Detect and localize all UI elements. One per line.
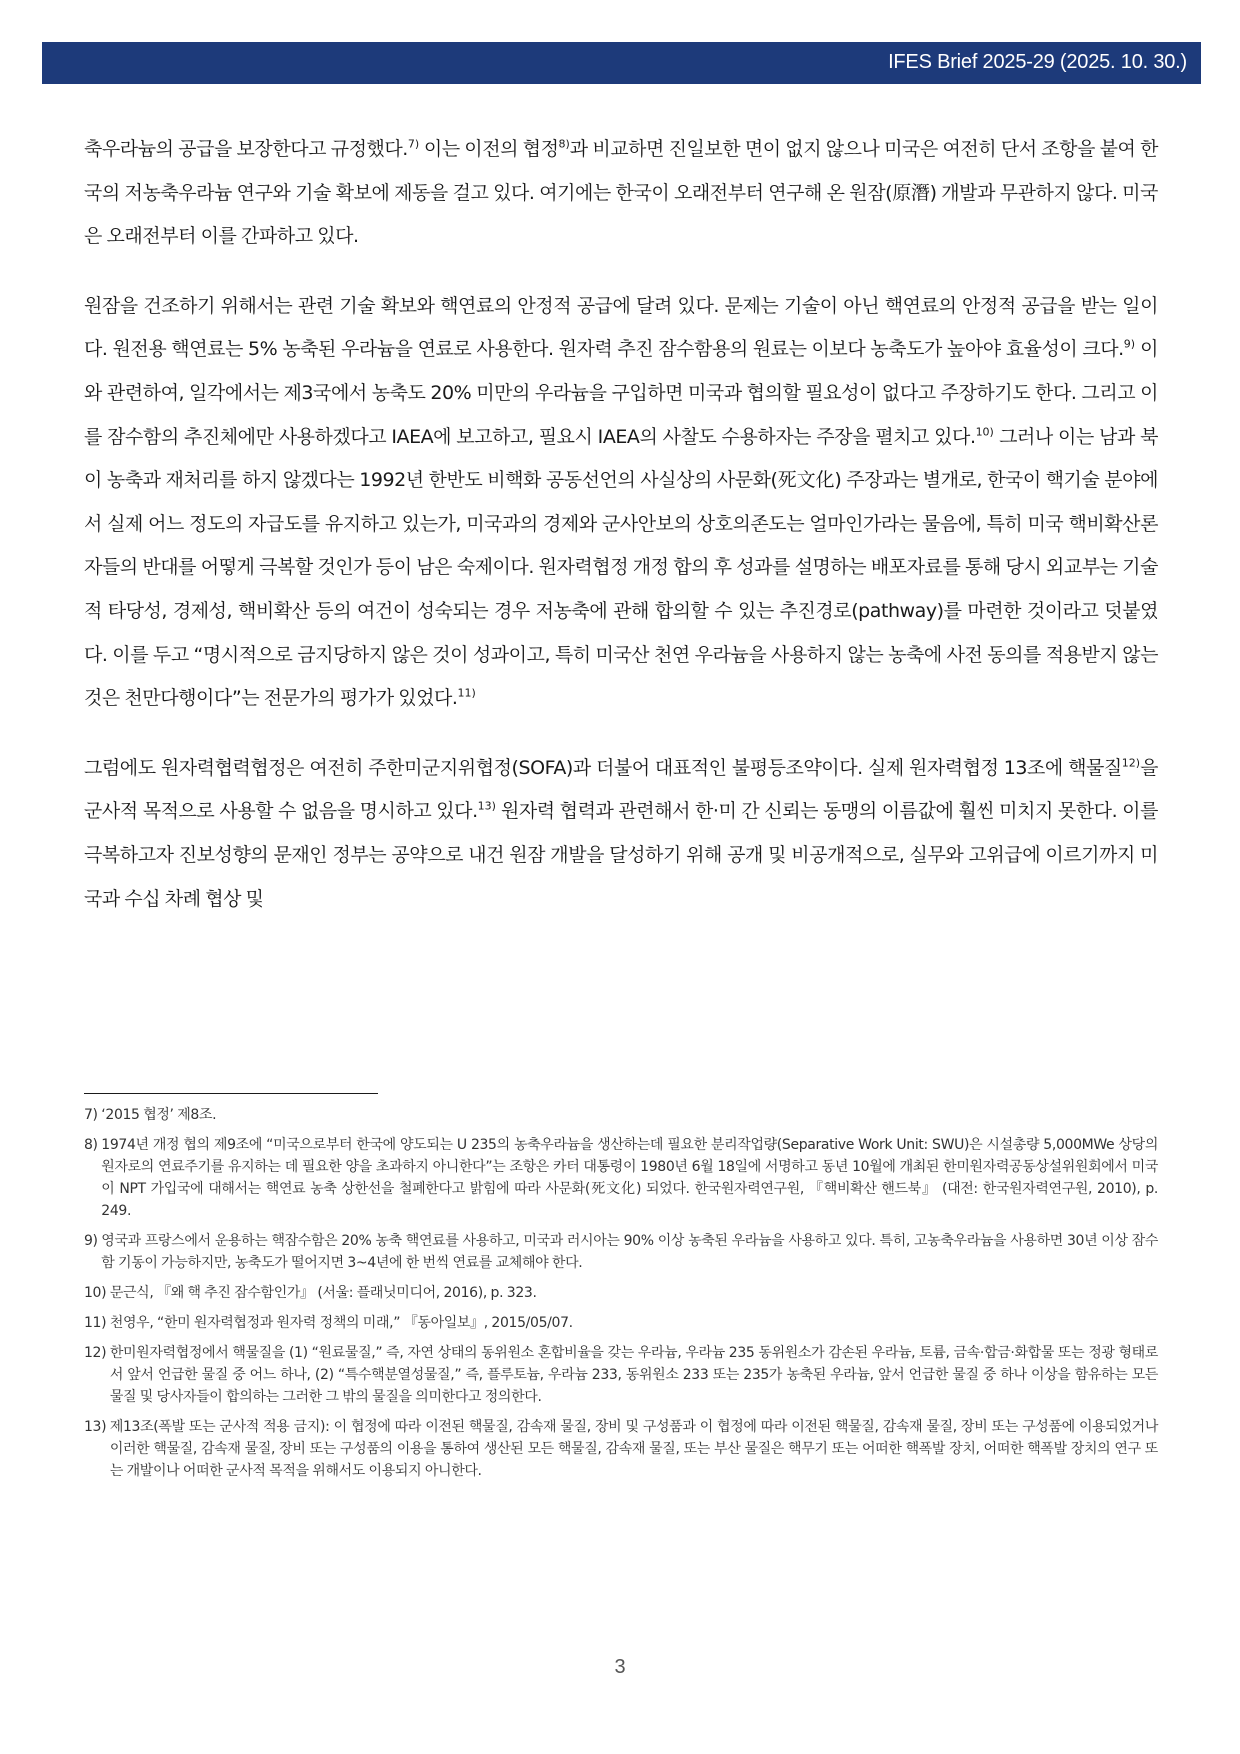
footnote-reference[interactable]: 11) [457,686,476,700]
footnote-reference[interactable]: 8) [558,137,570,151]
footnote-text: 영국과 프랑스에서 운용하는 핵잠수함은 20% 농축 핵연료를 사용하고, 미국과 러시아는 90% 이상 농축된 우라늄을 사용하고 있다. 특히, 고농축우라늄을 사용하면 30년 이상 잠수함 기동이 가능하지만, 농축도가 떨어지면 3~4년에 한 번씩 연료를 교체해야 한다. [101,1233,1158,1271]
footnote-number: 13) [84,1419,110,1435]
footnote-reference[interactable]: 12) [1121,756,1141,770]
footnote-text: ‘2015 협정’ 제8조. [101,1107,217,1123]
body-paragraph [84,285,1158,721]
footnotes [84,1104,1158,1490]
footnote-text: 한미원자력협정에서 핵물질을 (1) “원료물질,” 즉, 자연 상태의 동위원소 혼합비율을 갖는 우라늄, 우라늄 235 동위원소가 감손된 우라늄, 토륨, 금속·합금·화합물 또는 정광 형태로서 앞서 언급한 물질 중 어느 하나, (2) “특수핵분열성물질,” 즉, 플루토늄, 우라늄 233, 동위원소 233 또는 235가 농축된 우라늄, 앞서 언급한 물질 중 하나 이상을 함유하는 모든 물질 및 당사자들이 합의하는 그러한 그 밖의 물질을 의미한다고 정의한다. [109,1345,1158,1405]
paragraph-text: 그러나 이는 남과 북이 농축과 재처리를 하지 않겠다는 1992년 한반도 비핵화 공동선언의 사실상의 사문화(死文化) 주장과는 별개로, 한국이 핵기술 분야에서 실제 어느 정도의 자급도를 유지하고 있는가, 미국과의 경제와 군사안보의 상호의존도는 얼마인가라는 물음에, 특히 미국 핵비확산론자들의 반대를 어떻게 극복할 것인가 등이 남은 숙제이다. 원자력협정 개정 합의 후 성과를 설명하는 배포자료를 통해 당시 외교부는 기술적 타당성, 경제성, 핵비확산 등의 여건이 성숙되는 경우 저농축에 관해 합의할 수 있는 추진경로(pathway)를 마련한 것이라고 덧붙였다. 이를 두고 “명시적으로 금지당하지 않은 것이 성과이고, 특히 미국산 천연 우라늄을 사용하지 않는 농축에 사전 동의를 적용받지 않는 것은 천만다행이다”는 전문가의 평가가 있었다. [84,425,1158,710]
footnote-number: 9) [84,1233,102,1249]
footnote-reference[interactable]: 7) [407,137,420,151]
footnote-text: 1974년 개정 협의 제9조에 “미국으로부터 한국에 양도되는 U 235의 농축우라늄을 생산하는데 필요한 분리작업량(Separative Work Unit: SWU)은 시설총량 5,000MWe 상당의 원자로의 연료주기를 유지하는 데 필요한 양을 초과하지 아니한다”는 조항은 카터 대통령이 1980년 6월 18일에 서명하고 동년 10월에 개최된 한미원자력공동상설위원회에서 미국이 NPT 가입국에 대해서는 핵연료 농축 상한선을 철폐한다고 밝힘에 따라 사문화(死文化) 되었다. 한국원자력연구원, 『핵비확산 핸드북』 (대전: 한국원자력연구원, 2010), p. 249. [101,1137,1158,1219]
body-paragraph [84,747,1158,921]
paragraph-text: 을 군사적 목적으로 사용할 수 없음을 명시하고 있다. [84,756,1158,823]
footnote-number: 10) [84,1285,110,1301]
body-paragraph [84,128,1158,259]
footnote-item [84,1282,1158,1304]
footnote-item [84,1104,1158,1126]
footnote-number: 11) [84,1315,110,1331]
footnote-text: 문근식, 『왜 핵 추진 잠수함인가』 (서울: 플래닛미디어, 2016), p. 323. [109,1285,537,1301]
paragraph-text: 이는 이전의 협정 [419,138,559,160]
footnote-reference[interactable]: 13) [477,799,496,813]
footnote-item [84,1230,1158,1274]
paragraph-text: 원잠을 건조하기 위해서는 관련 기술 확보와 핵연료의 안정적 공급에 달려 있다. 문제는 기술이 아닌 핵연료의 안정적 공급을 받는 일이다. 원전용 핵연료는 5% 농축된 우라늄을 연료로 사용한다. 원자력 추진 잠수함용의 원료는 이보다 농축도가 높아야 효율성이 크다. [84,294,1158,361]
paragraph-text: 축우라늄의 공급을 보장한다고 규정했다. [84,138,408,160]
brief-label: IFES Brief 2025-29 (2025. 10. 30.) [888,51,1187,73]
footnote-item [84,1312,1158,1334]
footnote-number: 7) [84,1107,102,1123]
footnote-item [84,1416,1158,1482]
footnote-number: 12) [84,1345,110,1361]
footnote-reference[interactable]: 9) [1123,338,1136,352]
page-number: 3 [614,1656,626,1678]
footnote-number: 8) [84,1137,102,1153]
footnote-text: 천영우, “한미 원자력협정과 원자력 정책의 미래,” 『동아일보』, 2015/05/07. [109,1315,573,1331]
paragraph-text: 그럼에도 원자력협력협정은 여전히 주한미군지위협정(SOFA)과 더불어 대표적인 불평등조약이다. 실제 원자력협정 13조에 핵물질 [84,756,1122,779]
paragraph-text: 과 비교하면 진일보한 면이 없지 않으나 미국은 여전히 단서 조항을 붙여 한국의 저농축우라늄 연구와 기술 확보에 제동을 걸고 있다. 여기에는 한국이 오래전부터 연구해 온 원잠(原潛) 개발과 무관하지 않다. 미국은 오래전부터 이를 간파하고 있다. [84,138,1158,248]
footnote-reference[interactable]: 10) [975,425,994,439]
body-text [84,128,1158,947]
header-bar [42,42,1201,84]
paragraph-text: 원자력 협력과 관련해서 한·미 간 신뢰는 동맹의 이름값에 훨씬 미치지 못한다. 이를 극복하고자 진보성향의 문재인 정부는 공약으로 내건 원잠 개발을 달성하기 위해 공개 및 비공개적으로, 실무와 고위급에 이르기까지 미국과 수십 차례 협상 및 [84,800,1158,910]
footnote-divider [84,1093,378,1094]
footnote-text: 제13조(폭발 또는 군사적 적용 금지): 이 협정에 따라 이전된 핵물질, 감속재 물질, 장비 및 구성품과 이 협정에 따라 이전된 핵물질, 감속재 물질, 장비 또는 구성품에 이용되었거나 이러한 핵물질, 감속재 물질, 장비 또는 구성품의 이용을 통하여 생산된 모든 핵물질, 감속재 물질, 또는 부산 물질은 핵무기 또는 어떠한 핵폭발 장치, 어떠한 핵폭발 장치의 연구 또는 개발이나 어떠한 군사적 목적을 위해서도 이용되지 아니한다. [109,1419,1158,1479]
paragraph-text: 이와 관련하여, 일각에서는 제3국에서 농축도 20% 미만의 우라늄을 구입하면 미국과 협의할 필요성이 없다고 주장하기도 한다. 그리고 이를 잠수함의 추진체에만 사용하겠다고 IAEA에 보고하고, 필요시 IAEA의 사찰도 수용하자는 주장을 펼치고 있다. [84,338,1158,448]
footnote-item [84,1134,1158,1222]
footnote-item [84,1342,1158,1408]
